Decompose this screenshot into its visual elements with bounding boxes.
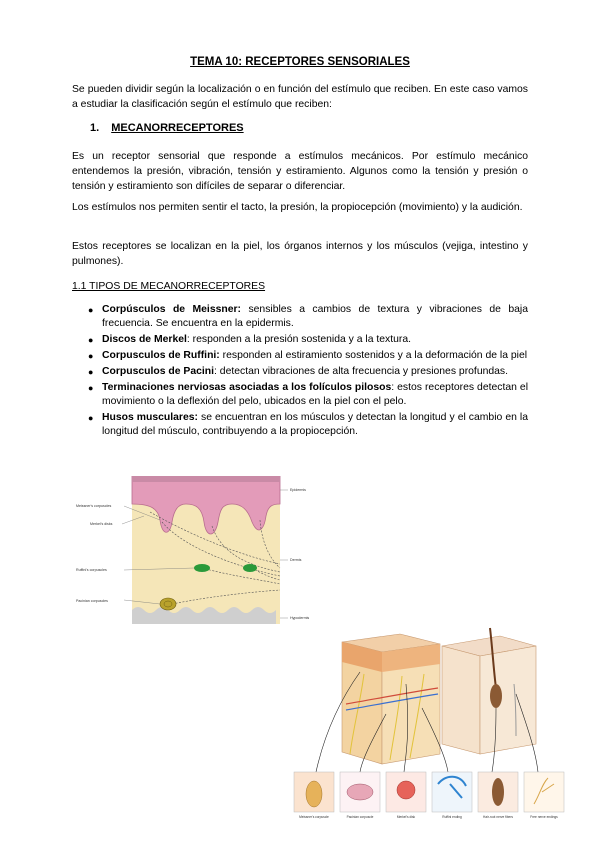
bullet-icon: ●: [88, 305, 94, 315]
pacinian-corpuscle: [160, 598, 176, 610]
ruffini-corpuscle: [243, 564, 257, 572]
hypodermis-label: Hypodermis: [290, 616, 310, 620]
right-block-front: [442, 646, 480, 754]
epidermis-label: Epidermis: [290, 488, 306, 492]
caption-meissner: Meissner's corpuscle: [299, 815, 329, 819]
detail-panels: [294, 772, 564, 812]
meissner-detail: [306, 781, 322, 807]
meissner-label: Meissner's corpuscles: [76, 504, 112, 508]
ruffini-corpuscle: [194, 564, 210, 572]
list-item-term: Terminaciones nerviosas asociadas a los folículos pilosos: [102, 382, 392, 393]
intro-paragraph: Se pueden dividir según la localización o en función del estímulo que reciben. En este caso vamos a estudiar la clasificación según el estímulo que reciben:: [72, 84, 528, 110]
skin-receptors-diagram: [72, 476, 328, 626]
list-item: [90, 411, 528, 439]
bullet-icon: ●: [88, 367, 94, 377]
dermis-label: Dermis: [290, 558, 302, 562]
list-item-term: Corpúsculos de Meissner:: [102, 304, 242, 315]
caption-free-endings: Free nerve endings: [530, 815, 558, 819]
pacinian-label: Pacinian corpuscles: [76, 599, 108, 603]
hair-follicle: [490, 684, 502, 708]
list-item: [90, 349, 528, 363]
section-heading-text: MECANORRECEPTORES: [111, 122, 244, 134]
page-title: TEMA 10: RECEPTORES SENSORIALES: [190, 56, 410, 68]
right-block-side: [480, 646, 536, 754]
merkel-label: Merkel's disks: [90, 522, 113, 526]
bullet-icon: ●: [88, 413, 94, 423]
ruffini-label: Ruffini's corpuscles: [76, 568, 107, 572]
list-item-term: Discos de Merkel: [102, 334, 187, 345]
list-item-text: sensibles a cambios de textura y vibraciones de baja frecuencia. Se encuentra en la epidermis.: [102, 304, 528, 329]
list-item-text: responden al estiramiento sostenidos y a la deformación de la piel: [219, 350, 528, 361]
free-endings-panel: [524, 772, 564, 812]
list-item-text: : detectan vibraciones de alta frecuencia y presiones profundas.: [214, 366, 509, 377]
list-item: [90, 365, 528, 379]
bullet-icon: ●: [88, 383, 94, 393]
ruffini-panel: [432, 772, 472, 812]
caption-hair-root: Hair-root nerve fibers: [483, 815, 513, 819]
stratum-corneum: [132, 476, 280, 482]
definition-paragraph: Es un receptor sensorial que responde a estímulos mecánicos. Por estímulo mecánico entendemos la presión, vibración, tensión y estiramiento. Algunos como la tensión y presión o tensión y estiramiento son difíciles de separar o diferenciar.: [72, 151, 528, 192]
caption-pacinian: Pacinian corpuscle: [346, 815, 374, 819]
caption-merkel: Merkel's disk: [396, 815, 416, 819]
list-item: [90, 381, 528, 409]
bullet-icon: ●: [88, 351, 94, 361]
list-item: [90, 303, 528, 331]
location-paragraph: Estos receptores se localizan en la piel, los órganos internos y los músculos (vejiga, intestino y pulmones).: [72, 241, 528, 267]
bullet-icon: ●: [88, 335, 94, 345]
caption-ruffini: Ruffini ending: [442, 815, 462, 819]
stimuli-paragraph: Los estímulos nos permiten sentir el tacto, la presión, la propiocepción (movimiento) y la audición.: [72, 202, 523, 213]
receptor-types-list: [90, 303, 528, 441]
section-number: 1.: [90, 122, 100, 134]
list-item-text: : responden a la presión sostenida y a la textura.: [186, 334, 412, 345]
list-item-text: : estos receptores detectan el movimiento o la deflexión del pelo, ubicados en la piel con el pelo.: [102, 382, 529, 407]
merkel-detail: [397, 781, 415, 799]
list-item: [90, 333, 528, 347]
list-item-term: Corpusculos de Ruffini:: [102, 350, 220, 361]
list-item-term: Corpusculos de Pacini: [102, 366, 215, 377]
hair-root-detail: [492, 778, 504, 806]
pacinian-detail: [347, 784, 373, 800]
list-item-text: se encuentran en los músculos y detectan la longitud y el cambio en la longitud del músculo, contribuyendo a la propiocepción.: [102, 412, 528, 437]
list-item-term: Husos musculares:: [102, 412, 198, 423]
skin-blocks-illustration: [290, 624, 580, 830]
section-heading-mecanorreceptores: [90, 122, 244, 134]
subsection-heading: 1.1 TIPOS DE MECANORRECEPTORES: [72, 281, 266, 292]
